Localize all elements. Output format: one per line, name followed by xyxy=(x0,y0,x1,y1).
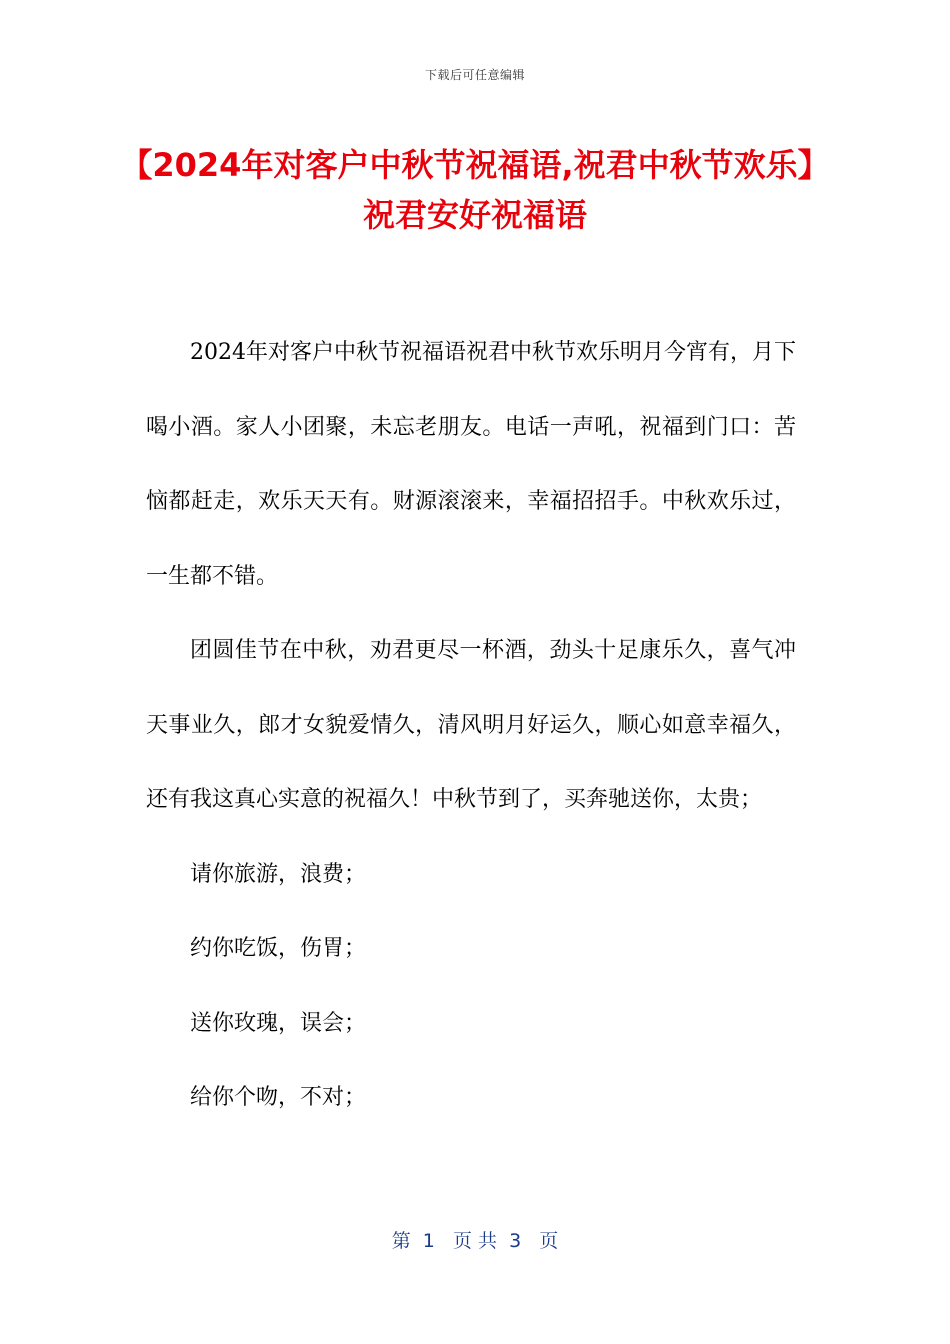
page-number-footer: 第 1 页 共 3 页 xyxy=(391,1230,559,1252)
paragraph-5: 送你玫瑰，误会； xyxy=(190,1010,367,1036)
paragraph-3: 请你旅游，浪费； xyxy=(190,861,367,887)
document-title: 【2024年对客户中秋节祝福语,祝君中秋节欢乐】 祝君安好祝福语 xyxy=(120,146,830,234)
page-header-note: 下载后可任意编辑 xyxy=(424,68,525,82)
document-body xyxy=(146,316,796,1136)
paragraph-2: 团圆佳节在中秋，劝君更尽一杯酒，劲头十足康乐久，喜气冲天事业久，郎才女貌爱情久，清风明月好运久，顺心如意幸福久，还有我这真心实意的祝福久！中秋节到了，买奔驰送你，太贵； xyxy=(146,638,796,812)
paragraph-6: 给你个吻，不对； xyxy=(190,1085,367,1110)
paragraph-4: 约你吃饭，伤胃； xyxy=(190,936,367,961)
paragraph-1: 2024年对客户中秋节祝福语祝君中秋节欢乐明月今宵有，月下喝小酒。家人小团聚，未忘老朋友。电话一声吼，祝福到门口：苦恼都赶走，欢乐天天有。财源滚滚来，幸福招招手。中秋欢乐过，一生都不错。 xyxy=(146,340,796,589)
